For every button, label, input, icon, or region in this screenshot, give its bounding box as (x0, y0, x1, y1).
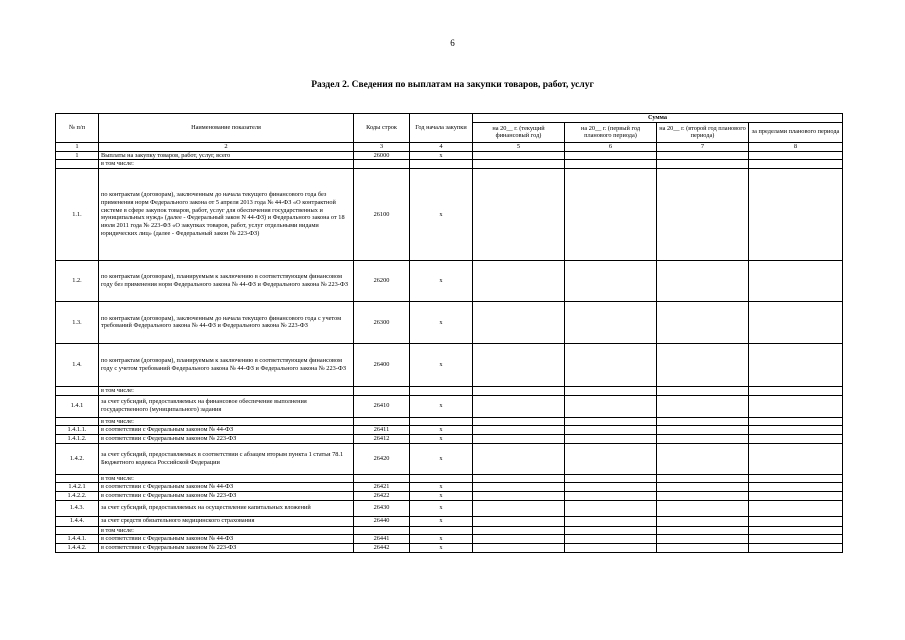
row-start-year: x (410, 516, 473, 526)
row-code: 26300 (354, 301, 410, 343)
row-amount-cell[interactable] (565, 301, 657, 343)
row-amount-cell[interactable] (473, 301, 565, 343)
row-start-year: x (410, 434, 473, 443)
row-code: 26200 (354, 260, 410, 301)
row-amount-cell[interactable] (565, 491, 657, 500)
row-amount-cell[interactable] (473, 474, 565, 483)
row-amount-cell[interactable] (565, 168, 657, 260)
row-number: 1.4.1 (56, 395, 99, 417)
row-amount-cell[interactable] (749, 168, 843, 260)
row-amount-cell[interactable] (473, 151, 565, 160)
row-start-year (410, 417, 473, 426)
row-code (354, 526, 410, 535)
row-indicator-name: в том числе: (99, 474, 354, 483)
row-start-year: x (410, 500, 473, 516)
row-code: 26422 (354, 491, 410, 500)
row-amount-cell[interactable] (565, 417, 657, 426)
row-amount-cell[interactable] (657, 395, 749, 417)
row-amount-cell[interactable] (565, 516, 657, 526)
row-indicator-name: по контрактам (договорам), заключенным до начала текущего финансового года без применения норм Федерального закона от 5 апреля 2013 года № 44-ФЗ «О контрактной системе в сфере закупок товаров, работ, услуг для обеспечения государственных и муниципальных нужд» (далее - Федеральный закон N 44-ФЗ) и Федерального закона от 18 июля 2011 года № 223-ФЗ «О закупках товаров, работ, услуг отдельными видами юридических лиц» (далее - Федеральный закон № 223-ФЗ) (99, 168, 354, 260)
row-indicator-name: по контрактам (договорам), планируемым к заключению в соответствующем финансовом году с учетом требований Федерального закона № 44-ФЗ и Федерального закона № 223-ФЗ (99, 343, 354, 386)
row-amount-cell[interactable] (473, 443, 565, 474)
row-amount-cell[interactable] (657, 260, 749, 301)
header-first-plan-year: на 20__ г. (первый год планового периода) (565, 122, 657, 142)
table-row (56, 151, 843, 160)
row-number (56, 474, 99, 483)
row-amount-cell[interactable] (565, 543, 657, 552)
row-code (354, 160, 410, 169)
row-amount-cell[interactable] (749, 483, 843, 492)
row-start-year (410, 386, 473, 395)
row-code: 26440 (354, 516, 410, 526)
row-amount-cell[interactable] (749, 395, 843, 417)
row-amount-cell[interactable] (657, 386, 749, 395)
row-indicator-name: по контрактам (договорам), заключенным до начала текущего финансового года с учетом требований Федерального закона № 44-ФЗ и Федерального закона № 223-ФЗ (99, 301, 354, 343)
col-index: 3 (354, 142, 410, 151)
row-amount-cell[interactable] (473, 543, 565, 552)
row-indicator-name: в том числе: (99, 417, 354, 426)
row-amount-cell[interactable] (749, 491, 843, 500)
row-indicator-name: в соответствии с Федеральным законом № 44-ФЗ (99, 535, 354, 544)
row-amount-cell[interactable] (565, 386, 657, 395)
row-number: 1.2. (56, 260, 99, 301)
row-number: 1.3. (56, 301, 99, 343)
col-index: 5 (473, 142, 565, 151)
row-amount-cell[interactable] (749, 260, 843, 301)
row-amount-cell[interactable] (657, 301, 749, 343)
row-amount-cell[interactable] (749, 386, 843, 395)
row-start-year: x (410, 491, 473, 500)
table-row (56, 543, 843, 552)
row-amount-cell[interactable] (565, 483, 657, 492)
row-number: 1.4.2. (56, 443, 99, 474)
row-amount-cell[interactable] (473, 426, 565, 435)
row-code: 26430 (354, 500, 410, 516)
row-amount-cell[interactable] (749, 500, 843, 516)
header-year: Год начала закупки (410, 114, 473, 143)
row-start-year: x (410, 483, 473, 492)
row-code (354, 417, 410, 426)
row-number (56, 417, 99, 426)
row-number: 1.4.4.2. (56, 543, 99, 552)
row-number (56, 526, 99, 535)
row-indicator-name: в соответствии с Федеральным законом № 44-ФЗ (99, 483, 354, 492)
row-amount-cell[interactable] (749, 343, 843, 386)
header-second-plan-year: на 20__ г. (второй год планового периода) (657, 122, 749, 142)
row-start-year: x (410, 343, 473, 386)
row-amount-cell[interactable] (473, 260, 565, 301)
table-row (56, 526, 843, 535)
col-index: 1 (56, 142, 99, 151)
row-amount-cell[interactable] (657, 474, 749, 483)
row-indicator-name: Выплаты на закупку товаров, работ, услуг, всего (99, 151, 354, 160)
header-code: Коды строк (354, 114, 410, 143)
row-indicator-name: в соответствии с Федеральным законом № 223-ФЗ (99, 543, 354, 552)
row-code (354, 386, 410, 395)
row-indicator-name: за счет субсидий, предоставляемых на финансовое обеспечение выполнения государственного (муниципального) задания (99, 395, 354, 417)
row-amount-cell[interactable] (657, 526, 749, 535)
row-indicator-name: в соответствии с Федеральным законом № 44-ФЗ (99, 426, 354, 435)
row-amount-cell[interactable] (565, 434, 657, 443)
row-amount-cell[interactable] (749, 526, 843, 535)
row-amount-cell[interactable] (657, 160, 749, 169)
row-amount-cell[interactable] (565, 160, 657, 169)
section-title: Раздел 2. Сведения по выплатам на закупки товаров, работ, услуг (311, 80, 594, 90)
row-indicator-name: в соответствии с Федеральным законом № 223-ФЗ (99, 491, 354, 500)
row-start-year: x (410, 168, 473, 260)
table-row (56, 474, 843, 483)
row-code: 26100 (354, 168, 410, 260)
table-row (56, 535, 843, 544)
col-index: 4 (410, 142, 473, 151)
row-start-year: x (410, 260, 473, 301)
row-code: 26420 (354, 443, 410, 474)
row-code (354, 474, 410, 483)
row-number (56, 386, 99, 395)
row-amount-cell[interactable] (657, 516, 749, 526)
row-amount-cell[interactable] (657, 500, 749, 516)
row-amount-cell[interactable] (565, 443, 657, 474)
row-indicator-name: в том числе: (99, 160, 354, 169)
row-amount-cell[interactable] (657, 483, 749, 492)
page-number: 6 (450, 38, 455, 48)
row-amount-cell[interactable] (565, 426, 657, 435)
row-amount-cell[interactable] (657, 434, 749, 443)
row-number: 1.4.3. (56, 500, 99, 516)
header-sum: Сумма (473, 114, 843, 123)
row-amount-cell[interactable] (749, 543, 843, 552)
table-row (56, 443, 843, 474)
row-number: 1.4. (56, 343, 99, 386)
table-row (56, 160, 843, 169)
row-amount-cell[interactable] (473, 417, 565, 426)
row-amount-cell[interactable] (473, 343, 565, 386)
row-amount-cell[interactable] (565, 535, 657, 544)
row-amount-cell[interactable] (565, 500, 657, 516)
row-amount-cell[interactable] (473, 500, 565, 516)
row-number: 1.4.2.1 (56, 483, 99, 492)
row-amount-cell[interactable] (565, 474, 657, 483)
row-start-year (410, 474, 473, 483)
table-row (56, 417, 843, 426)
col-index: 2 (99, 142, 354, 151)
table-row (56, 395, 843, 417)
row-number: 1.4.4. (56, 516, 99, 526)
row-indicator-name: за счет средств обязательного медицинского страхования (99, 516, 354, 526)
row-amount-cell[interactable] (749, 426, 843, 435)
row-amount-cell[interactable] (473, 395, 565, 417)
table-row (56, 483, 843, 492)
header-name: Наименование показателя (99, 114, 354, 143)
row-amount-cell[interactable] (473, 483, 565, 492)
row-amount-cell[interactable] (749, 151, 843, 160)
payments-table (55, 113, 843, 553)
table-row (56, 434, 843, 443)
row-amount-cell[interactable] (473, 434, 565, 443)
row-start-year (410, 526, 473, 535)
row-start-year: x (410, 151, 473, 160)
row-indicator-name: в том числе: (99, 526, 354, 535)
row-code: 26000 (354, 151, 410, 160)
row-start-year (410, 160, 473, 169)
row-amount-cell[interactable] (657, 543, 749, 552)
row-code: 26411 (354, 426, 410, 435)
col-index: 6 (565, 142, 657, 151)
row-amount-cell[interactable] (473, 526, 565, 535)
row-amount-cell[interactable] (657, 151, 749, 160)
table-row (56, 168, 843, 260)
row-indicator-name: в том числе: (99, 386, 354, 395)
row-amount-cell[interactable] (473, 535, 565, 544)
row-start-year: x (410, 543, 473, 552)
column-index-row (56, 142, 843, 151)
row-number: 1.4.2.2. (56, 491, 99, 500)
row-amount-cell[interactable] (657, 426, 749, 435)
row-amount-cell[interactable] (565, 343, 657, 386)
row-start-year: x (410, 535, 473, 544)
row-amount-cell[interactable] (657, 535, 749, 544)
table-row (56, 516, 843, 526)
row-indicator-name: за счет субсидий, предоставляемых в соответствии с абзацем вторым пункта 1 статьи 78.1 Бюджетного кодекса Российской Федерации (99, 443, 354, 474)
row-amount-cell[interactable] (657, 168, 749, 260)
row-amount-cell[interactable] (657, 417, 749, 426)
row-start-year: x (410, 301, 473, 343)
row-amount-cell[interactable] (749, 301, 843, 343)
row-amount-cell[interactable] (749, 535, 843, 544)
row-amount-cell[interactable] (749, 417, 843, 426)
row-code: 26442 (354, 543, 410, 552)
row-indicator-name: за счет субсидий, предоставляемых на осуществление капитальных вложений (99, 500, 354, 516)
header-beyond-plan: за пределами планового периода (749, 122, 843, 142)
table-row (56, 491, 843, 500)
row-start-year: x (410, 426, 473, 435)
row-number: 1.1. (56, 168, 99, 260)
table-row (56, 301, 843, 343)
row-amount-cell[interactable] (565, 526, 657, 535)
row-code: 26410 (354, 395, 410, 417)
table-row (56, 426, 843, 435)
row-number (56, 160, 99, 169)
row-number: 1.4.4.1. (56, 535, 99, 544)
row-amount-cell[interactable] (657, 343, 749, 386)
row-amount-cell[interactable] (473, 168, 565, 260)
col-index: 8 (749, 142, 843, 151)
header-current-year: на 20__ г. (текущий финансовый год) (473, 122, 565, 142)
row-number: 1 (56, 151, 99, 160)
row-code: 26412 (354, 434, 410, 443)
row-code: 26441 (354, 535, 410, 544)
row-indicator-name: по контрактам (договорам), планируемым к заключению в соответствующем финансовом году без применения норм Федерального закона № 44-ФЗ и Федерального закона № 223-ФЗ (99, 260, 354, 301)
row-amount-cell[interactable] (565, 395, 657, 417)
header-num: № п/п (56, 114, 99, 143)
row-amount-cell[interactable] (565, 260, 657, 301)
row-amount-cell[interactable] (657, 443, 749, 474)
row-code: 26421 (354, 483, 410, 492)
row-number: 1.4.1.2. (56, 434, 99, 443)
row-amount-cell[interactable] (749, 516, 843, 526)
row-code: 26400 (354, 343, 410, 386)
row-indicator-name: в соответствии с Федеральным законом № 223-ФЗ (99, 434, 354, 443)
row-amount-cell[interactable] (749, 434, 843, 443)
table-row (56, 343, 843, 386)
row-amount-cell[interactable] (657, 491, 749, 500)
col-index: 7 (657, 142, 749, 151)
table-row (56, 500, 843, 516)
row-amount-cell[interactable] (473, 160, 565, 169)
table-row (56, 260, 843, 301)
row-number: 1.4.1.1. (56, 426, 99, 435)
row-amount-cell[interactable] (749, 443, 843, 474)
row-start-year: x (410, 395, 473, 417)
table-row (56, 386, 843, 395)
row-start-year: x (410, 443, 473, 474)
row-amount-cell[interactable] (749, 474, 843, 483)
row-amount-cell[interactable] (473, 516, 565, 526)
row-amount-cell[interactable] (565, 151, 657, 160)
row-amount-cell[interactable] (473, 491, 565, 500)
row-amount-cell[interactable] (473, 386, 565, 395)
row-amount-cell[interactable] (749, 160, 843, 169)
